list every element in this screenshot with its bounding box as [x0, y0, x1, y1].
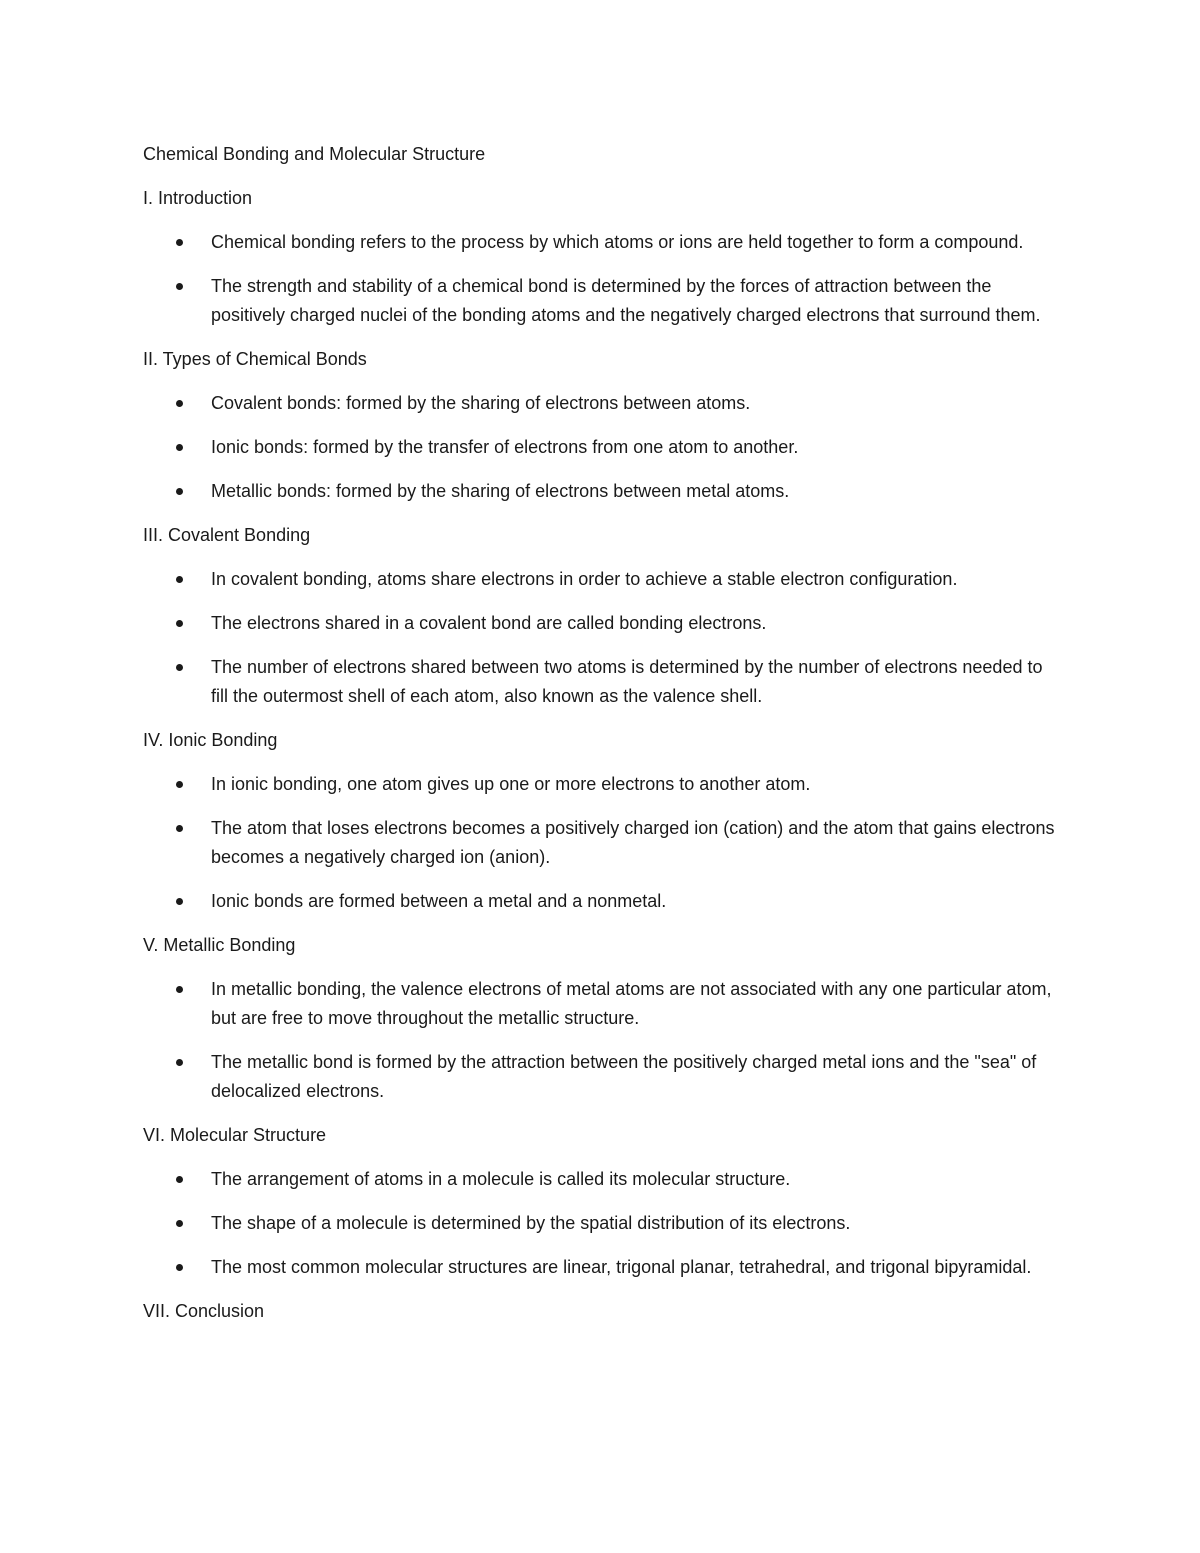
- bullet-dot-icon: [176, 576, 183, 583]
- bullet-text: The atom that loses electrons becomes a positively charged ion (cation) and the atom that gains electrons becomes a negatively charged ion (anion).: [211, 818, 1055, 867]
- section-heading: V. Metallic Bonding: [143, 935, 296, 955]
- section-heading: VII. Conclusion: [143, 1301, 265, 1321]
- document-page: [143, 140, 1063, 1341]
- section-heading: I. Introduction: [143, 188, 253, 208]
- bullet-dot-icon: [176, 444, 183, 451]
- bullet-item: [143, 887, 1063, 916]
- bullet-text: In ionic bonding, one atom gives up one or more electrons to another atom.: [211, 774, 811, 794]
- bullet-text: In covalent bonding, atoms share electrons in order to achieve a stable electron configuration.: [211, 569, 958, 589]
- bullet-text: The most common molecular structures are linear, trigonal planar, tetrahedral, and trigonal bipyramidal.: [211, 1257, 1032, 1277]
- bullet-text: In metallic bonding, the valence electrons of metal atoms are not associated with any one particular atom, but are free to move throughout the metallic structure.: [211, 979, 1052, 1028]
- bullet-item: [143, 228, 1063, 257]
- bullet-item: [143, 1165, 1063, 1194]
- bullet-item: [143, 770, 1063, 799]
- bullet-dot-icon: [176, 400, 183, 407]
- bullet-item: [143, 653, 1063, 711]
- bullet-item: [143, 433, 1063, 462]
- section-heading: II. Types of Chemical Bonds: [143, 349, 367, 369]
- bullet-dot-icon: [176, 239, 183, 246]
- bullet-text: The number of electrons shared between two atoms is determined by the number of electrons needed to fill the outermost shell of each atom, also known as the valence shell.: [211, 657, 1043, 706]
- bullet-list: [143, 975, 1063, 1106]
- bullet-text: Ionic bonds are formed between a metal and a nonmetal.: [211, 891, 667, 911]
- bullet-item: [143, 1048, 1063, 1106]
- bullet-dot-icon: [176, 664, 183, 671]
- bullet-text: Chemical bonding refers to the process by which atoms or ions are held together to form a compound.: [211, 232, 1024, 252]
- bullet-item: [143, 609, 1063, 638]
- bullet-dot-icon: [176, 620, 183, 627]
- bullet-list: [143, 228, 1063, 330]
- bullet-dot-icon: [176, 1059, 183, 1066]
- bullet-dot-icon: [176, 283, 183, 290]
- bullet-text: Ionic bonds: formed by the transfer of electrons from one atom to another.: [211, 437, 799, 457]
- bullet-item: [143, 389, 1063, 418]
- bullet-text: Covalent bonds: formed by the sharing of electrons between atoms.: [211, 393, 751, 413]
- bullet-dot-icon: [176, 1264, 183, 1271]
- bullet-dot-icon: [176, 986, 183, 993]
- bullet-dot-icon: [176, 1176, 183, 1183]
- bullet-item: [143, 975, 1063, 1033]
- bullet-text: The electrons shared in a covalent bond are called bonding electrons.: [211, 613, 767, 633]
- bullet-list: [143, 565, 1063, 711]
- document-body: [143, 184, 1063, 1326]
- bullet-item: [143, 1209, 1063, 1238]
- bullet-item: [143, 477, 1063, 506]
- bullet-text: The arrangement of atoms in a molecule is called its molecular structure.: [211, 1169, 791, 1189]
- bullet-text: The strength and stability of a chemical bond is determined by the forces of attraction between the positively charged nuclei of the bonding atoms and the negatively charged electrons that surround them.: [211, 276, 1041, 325]
- bullet-list: [143, 1165, 1063, 1282]
- document-title: Chemical Bonding and Molecular Structure: [143, 144, 486, 164]
- bullet-dot-icon: [176, 781, 183, 788]
- bullet-dot-icon: [176, 1220, 183, 1227]
- bullet-item: [143, 814, 1063, 872]
- bullet-list: [143, 389, 1063, 506]
- bullet-dot-icon: [176, 825, 183, 832]
- bullet-list: [143, 770, 1063, 916]
- bullet-dot-icon: [176, 488, 183, 495]
- bullet-text: The shape of a molecule is determined by the spatial distribution of its electrons.: [211, 1213, 851, 1233]
- section-heading: IV. Ionic Bonding: [143, 730, 278, 750]
- bullet-item: [143, 565, 1063, 594]
- section-heading: III. Covalent Bonding: [143, 525, 311, 545]
- bullet-dot-icon: [176, 898, 183, 905]
- bullet-text: The metallic bond is formed by the attraction between the positively charged metal ions and the "sea" of delocalized electrons.: [211, 1052, 1037, 1101]
- bullet-item: [143, 1253, 1063, 1282]
- section-heading: VI. Molecular Structure: [143, 1125, 327, 1145]
- bullet-text: Metallic bonds: formed by the sharing of electrons between metal atoms.: [211, 481, 790, 501]
- bullet-item: [143, 272, 1063, 330]
